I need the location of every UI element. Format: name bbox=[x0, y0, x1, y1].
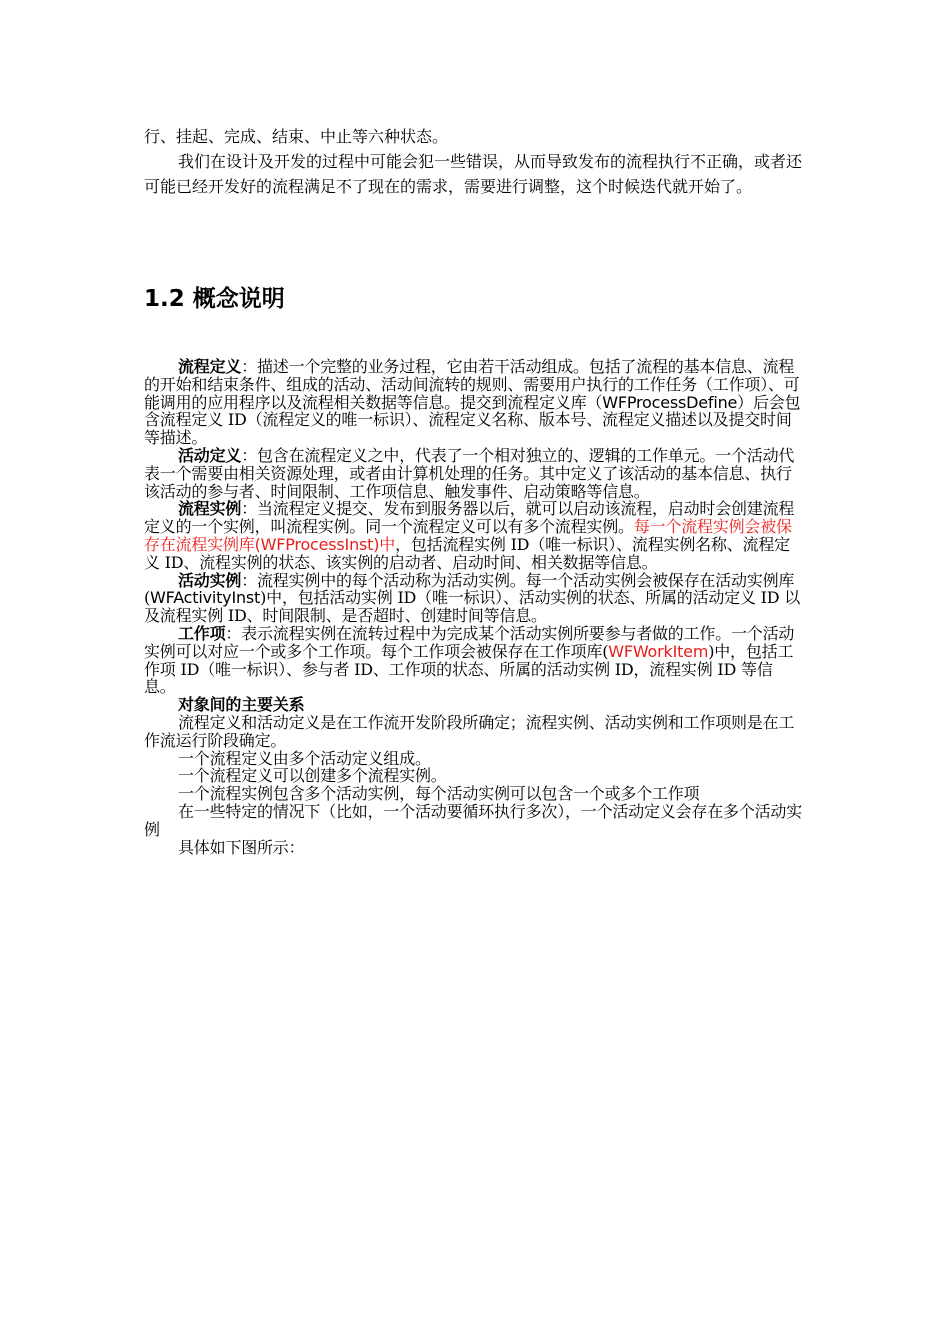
work-item-code: WFWorkItem bbox=[608, 641, 709, 661]
activity-inst-code: WFActivityInst bbox=[150, 588, 261, 608]
work-item-text-a: ：表示流程实例在流转过程中为完成某个活动实例所要参与者做的工作。一个活动实例可以对应一个或多个工作项。每个工作项会被保存在工作项库( bbox=[144, 623, 795, 661]
definition-process-definition bbox=[144, 358, 804, 447]
definition-work-item bbox=[144, 625, 804, 696]
intro-continuation-line: 行、挂起、完成、结束、中止等六种状态。 bbox=[144, 127, 449, 146]
term-process-instance: 流程实例 bbox=[178, 499, 242, 519]
relation-item: 一个流程定义可以创建多个流程实例。 bbox=[178, 766, 447, 786]
relation-item: 一个流程定义由多个活动定义组成。 bbox=[178, 748, 431, 768]
term-activity-definition: 活动定义 bbox=[178, 445, 242, 465]
definition-activity-definition bbox=[144, 447, 804, 500]
relation-item: 流程定义和活动定义是在工作流开发阶段所确定；流程实例、活动实例和工作项则是在工作流运行阶段确定。 bbox=[144, 712, 795, 750]
activity-definition-text: ：包含在流程定义之中，代表了一个相对独立的、逻辑的工作单元。一个活动代表一个需要由相关资源处理，或者由计算机处理的任务。其中定义了该活动的基本信息、执行该活动的参与者、时间限制、工作项信息、触发事件、启动策略等信息。 bbox=[144, 445, 795, 501]
work-item-text-b: )中，包括工作项 ID（唯一标识）、参与者 ID、工作项的状态、所属的活动实例 ID，流程实例 ID 等信息。 bbox=[144, 641, 794, 697]
activity-instance-text-b: )中，包括活动实例 ID（唯一标识）、活动实例的状态、所属的活动定义 ID 以及流程实例 ID、时间限制、是否超时、创建时间等信息。 bbox=[144, 588, 801, 626]
process-definition-text-b: ）后会包含流程定义 ID（流程定义的唯一标识）、流程定义名称、版本号、流程定义描述以及提交时间等描述。 bbox=[144, 392, 801, 448]
definition-process-instance bbox=[144, 500, 804, 571]
relations-heading: 对象间的主要关系 bbox=[178, 695, 305, 715]
process-instance-highlight: 每一个流程实例会被保存在流程实例库(WFProcessInst)中 bbox=[144, 517, 792, 554]
term-activity-instance: 活动实例 bbox=[178, 570, 242, 590]
term-process-definition: 流程定义 bbox=[178, 357, 242, 376]
activity-instance-text-a: ：流程实例中的每个活动称为活动实例。每一个活动实例会被保存在活动实例库( bbox=[144, 570, 795, 608]
relation-item: 在一些特定的情况下（比如，一个活动要循环执行多次），一个活动定义会存在多个活动实例 bbox=[144, 801, 803, 839]
intro-paragraph: 我们在设计及开发的过程中可能会犯一些错误，从而导致发布的流程执行不正确，或者还可能已经开发好的流程满足不了现在的需求，需要进行调整，这个时候迭代就开始了。 bbox=[144, 152, 803, 196]
intro-section bbox=[144, 124, 804, 199]
relation-item: 一个流程实例包含多个活动实例，每个活动实例可以包含一个或多个工作项 bbox=[178, 784, 700, 804]
process-definition-text-a: ：描述一个完整的业务过程，它由若干活动组成。包括了流程的基本信息、流程的开始和结束条件、组成的活动、活动间流转的规则、需要用户执行的工作任务（工作项）、可能调用的应用程序以及流程相关数据等信息。提交到流程定义库（ bbox=[144, 357, 800, 412]
process-define-code: WFProcessDefine bbox=[602, 392, 738, 412]
section-heading: 1.2 概念说明 bbox=[144, 286, 285, 312]
concepts-body bbox=[144, 358, 804, 856]
process-instance-text-a: ：当流程定义提交、发布到服务器以后，就可以启动该流程，启动时会创建流程定义的一个实例，叫流程实例。同一个流程定义可以有多个流程实例。 bbox=[144, 499, 795, 537]
relation-item: 具体如下图所示： bbox=[178, 837, 305, 857]
process-instance-text-b: ，包括流程实例 ID（唯一标识）、流程实例名称、流程定义 ID、流程实例的状态、该实例的启动者、启动时间、相关数据等信息。 bbox=[144, 534, 790, 572]
definition-activity-instance bbox=[144, 572, 804, 625]
term-work-item: 工作项 bbox=[178, 623, 226, 643]
